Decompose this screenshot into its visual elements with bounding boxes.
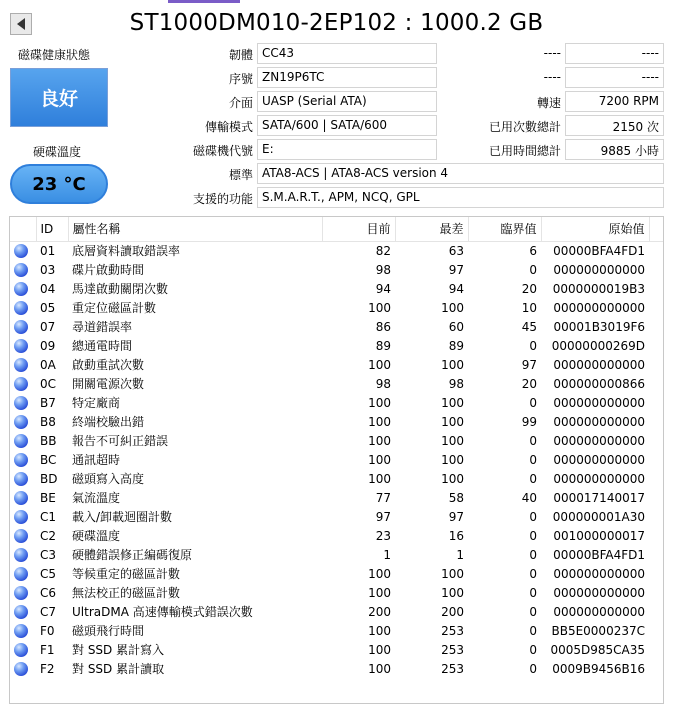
table-row[interactable] [10,545,663,564]
worst-value: 98 [448,376,464,391]
current-value: 89 [375,338,391,353]
worst-value: 253 [441,623,464,638]
status-cell [10,526,36,545]
table-row[interactable] [10,241,663,260]
raw-value: BB5E0000237C [551,623,645,638]
status-column-header[interactable] [10,217,36,241]
threshold-value: 10 [521,300,537,315]
table-row[interactable] [10,659,663,678]
row-filler [649,526,663,545]
raw-value: 000000000000 [553,414,645,429]
table-row[interactable] [10,526,663,545]
attribute-id: F1 [40,642,55,657]
top-accent-bar [168,0,240,3]
blue-dot-icon [14,339,28,353]
current-value: 94 [375,281,391,296]
row-filler [649,355,663,374]
current-value: 100 [368,471,391,486]
row-filler [649,374,663,393]
blue-dot-icon [14,396,28,410]
threshold-value: 0 [529,433,537,448]
current-value: 100 [368,452,391,467]
table-row[interactable] [10,431,663,450]
attribute-id: BE [40,490,56,505]
blue-dot-icon [14,377,28,391]
attribute-id: BC [40,452,57,467]
attribute-id: C7 [40,604,57,619]
threshold-value: 0 [529,642,537,657]
row-filler [649,431,663,450]
rotation-rate-field: 7200 RPM [565,91,664,112]
raw-value: 001000000017 [553,528,645,543]
blue-dot-icon [14,567,28,581]
blue-dot-icon [14,548,28,562]
column-header-id[interactable]: ID [36,217,68,241]
threshold-value: 0 [529,262,537,277]
blue-dot-icon [14,434,28,448]
row-filler [649,488,663,507]
blue-dot-icon [14,472,28,486]
current-value: 100 [368,357,391,372]
standard-label: 標準 [228,168,253,182]
serial-label: 序號 [228,72,253,86]
column-header-threshold[interactable]: 臨界值 [468,217,541,241]
attribute-id: F2 [40,661,55,676]
blue-dot-icon [14,282,28,296]
worst-value: 100 [441,585,464,600]
status-cell [10,374,36,393]
worst-value: 60 [448,319,464,334]
current-value: 82 [375,243,391,258]
attribute-id: 07 [40,319,56,334]
attribute-name: 對 SSD 累計讀取 [72,662,165,676]
attribute-id: B8 [40,414,56,429]
table-row[interactable] [10,564,663,583]
current-value: 100 [368,414,391,429]
threshold-value: 0 [529,566,537,581]
raw-value: 00000000269D [551,338,645,353]
standard-field: ATA8-ACS | ATA8-ACS version 4 [257,163,664,184]
status-cell [10,507,36,526]
current-value: 1 [383,547,391,562]
blue-dot-icon [14,301,28,315]
status-cell [10,469,36,488]
attribute-name: 報告不可糾正錯誤 [72,434,169,448]
worst-value: 58 [448,490,464,505]
worst-value: 100 [441,471,464,486]
table-row[interactable] [10,488,663,507]
attribute-id: C6 [40,585,57,600]
attribute-id: C2 [40,528,57,543]
worst-value: 100 [441,357,464,372]
worst-value: 97 [448,509,464,524]
power-on-hours-field: 9885 小時 [565,139,664,160]
table-row[interactable] [10,279,663,298]
row-filler [649,336,663,355]
current-value: 86 [375,319,391,334]
status-cell [10,450,36,469]
status-cell [10,431,36,450]
table-row[interactable] [10,336,663,355]
raw-value: 00001B3019F6 [553,319,645,334]
worst-value: 63 [448,243,464,258]
attribute-id: F0 [40,623,55,638]
table-row[interactable] [10,412,663,431]
attribute-id: BB [40,433,57,448]
table-row[interactable] [10,640,663,659]
current-value: 97 [375,509,391,524]
raw-value: 000000000000 [553,357,645,372]
status-cell [10,545,36,564]
power-on-hours-label: 已用時間總計 [488,144,561,158]
table-row[interactable] [10,317,663,336]
row-filler [649,393,663,412]
status-cell [10,412,36,431]
attribute-name: 磁頭飛行時間 [72,624,145,638]
current-value: 100 [368,585,391,600]
drive-letter-label: 磁碟機代號 [192,144,253,158]
row-filler [649,412,663,431]
column-header-attribute[interactable]: 屬性名稱 [68,217,322,241]
table-row[interactable] [10,298,663,317]
blue-dot-icon [14,244,28,258]
worst-value: 100 [441,395,464,410]
attribute-id: B7 [40,395,56,410]
threshold-value: 20 [521,281,537,296]
table-header-row [10,217,663,241]
attribute-name: 馬達啟動關閉次數 [72,282,169,296]
attribute-id: BD [40,471,58,486]
temperature-button[interactable]: 23 °C [10,164,108,204]
status-cell [10,488,36,507]
worst-value: 100 [441,433,464,448]
row-filler [649,469,663,488]
worst-value: 1 [456,547,464,562]
table-row[interactable] [10,583,663,602]
raw-value: 000000000000 [553,471,645,486]
threshold-value: 99 [521,414,537,429]
attribute-name: 氣流溫度 [72,491,121,505]
blue-dot-icon [14,605,28,619]
status-cell [10,640,36,659]
attribute-name: 總通電時間 [72,339,133,353]
status-cell [10,659,36,678]
threshold-value: 0 [529,661,537,676]
blue-dot-icon [14,586,28,600]
column-header-filler [649,217,663,241]
right-blank-label-2: ---- [543,70,561,84]
status-cell [10,583,36,602]
table-row[interactable] [10,602,663,621]
status-cell [10,260,36,279]
threshold-value: 0 [529,509,537,524]
worst-value: 100 [441,300,464,315]
raw-value: 000000000000 [553,262,645,277]
current-value: 23 [375,528,391,543]
right-blank-label-1: ---- [543,46,561,60]
worst-value: 97 [448,262,464,277]
attribute-id: C5 [40,566,57,581]
row-filler [649,583,663,602]
blue-dot-icon [14,320,28,334]
worst-value: 94 [448,281,464,296]
column-header-worst[interactable]: 最差 [395,217,468,241]
attribute-name: 無法校正的磁區計數 [72,586,181,600]
attribute-name: 載入/卸載迴圈計數 [72,510,173,524]
power-on-count-field: 2150 次 [565,115,664,136]
raw-value: 000000000000 [553,300,645,315]
row-filler [649,545,663,564]
attribute-id: 0C [40,376,57,391]
status-cell [10,564,36,583]
attribute-id: 04 [40,281,56,296]
firmware-label: 韌體 [228,48,253,62]
threshold-value: 45 [521,319,537,334]
attribute-id: 09 [40,338,56,353]
row-filler [649,640,663,659]
worst-value: 100 [441,452,464,467]
table-row[interactable] [10,393,663,412]
attribute-id: 05 [40,300,56,315]
row-filler [649,450,663,469]
attribute-id: C3 [40,547,57,562]
row-filler [649,621,663,640]
blue-dot-icon [14,491,28,505]
current-value: 98 [375,262,391,277]
raw-value: 000000000000 [553,452,645,467]
attribute-name: 硬體錯誤修正編碼復原 [72,548,193,562]
current-value: 100 [368,642,391,657]
row-filler [649,298,663,317]
raw-value: 000000000000 [553,395,645,410]
worst-value: 100 [441,566,464,581]
rotation-rate-label: 轉速 [536,96,561,110]
raw-value: 000000000866 [553,376,645,391]
status-cell [10,279,36,298]
threshold-value: 97 [521,357,537,372]
interface-label: 介面 [228,96,253,110]
attribute-name: UltraDMA 高速傳輸模式錯誤次數 [72,605,253,619]
raw-value: 000000000000 [553,585,645,600]
attribute-name: 終端校驗出錯 [72,415,145,429]
attribute-id: 03 [40,262,56,277]
column-header-current[interactable]: 目前 [322,217,395,241]
raw-value: 000000001A30 [552,509,645,524]
blue-dot-icon [14,643,28,657]
threshold-value: 6 [529,243,537,258]
status-cell [10,317,36,336]
attribute-name: 特定廠商 [72,396,121,410]
attribute-name: 底層資料讀取錯誤率 [72,244,181,259]
threshold-value: 40 [521,490,537,505]
status-cell [10,298,36,317]
worst-value: 89 [448,338,464,353]
threshold-value: 0 [529,528,537,543]
row-filler [649,279,663,298]
table-row[interactable] [10,450,663,469]
status-cell [10,355,36,374]
current-value: 200 [368,604,391,619]
status-cell [10,336,36,355]
current-value: 100 [368,566,391,581]
power-on-count-label: 已用次數總計 [488,120,561,134]
attribute-id: 0A [40,357,56,372]
threshold-value: 20 [521,376,537,391]
smart-attributes-table[interactable] [9,216,664,704]
status-cell [10,602,36,621]
features-field: S.M.A.R.T., APM, NCQ, GPL [257,187,664,208]
status-cell [10,621,36,640]
blue-dot-icon [14,453,28,467]
threshold-value: 0 [529,585,537,600]
attribute-name: 啟動重試次數 [72,358,145,372]
blue-dot-icon [14,263,28,277]
blue-dot-icon [14,662,28,676]
attribute-name: 開關電源次數 [72,377,145,391]
worst-value: 253 [441,661,464,676]
table-row[interactable] [10,374,663,393]
temperature-label: 硬碟溫度 [33,145,82,159]
health-status-button[interactable]: 良好 [10,68,108,127]
raw-value: 0005D985CA35 [550,642,645,657]
disk-title: ST1000DM010-2EP102 : 1000.2 GB [129,10,544,36]
right-blank-field-1: ---- [565,43,664,64]
table-row[interactable] [10,469,663,488]
transfer-mode-label: 傳輸模式 [204,120,253,134]
row-filler [649,602,663,621]
serial-field: ZN19P6TC [257,67,437,88]
threshold-value: 0 [529,604,537,619]
threshold-value: 0 [529,395,537,410]
attribute-id: C1 [40,509,57,524]
attribute-name: 碟片啟動時間 [72,263,145,277]
column-header-raw[interactable]: 原始值 [541,217,649,241]
attribute-name: 通訊超時 [72,453,121,467]
current-value: 98 [375,376,391,391]
row-filler [649,659,663,678]
firmware-field: CC43 [257,43,437,64]
threshold-value: 0 [529,623,537,638]
raw-value: 0009B9456B16 [552,661,645,676]
blue-dot-icon [14,624,28,638]
status-cell [10,241,36,260]
blue-dot-icon [14,415,28,429]
current-value: 100 [368,395,391,410]
worst-value: 253 [441,642,464,657]
table-row[interactable] [10,355,663,374]
attribute-id: 01 [40,243,56,258]
attribute-name: 等候重定的磁區計數 [72,567,181,581]
worst-value: 100 [441,414,464,429]
right-blank-field-2: ---- [565,67,664,88]
threshold-value: 0 [529,338,537,353]
attribute-name: 磁頭寫入高度 [72,472,145,486]
raw-value: 000000000000 [553,566,645,581]
current-value: 100 [368,300,391,315]
features-label: 支援的功能 [192,192,253,206]
attribute-name: 尋道錯誤率 [72,320,133,334]
worst-value: 200 [441,604,464,619]
raw-value: 00000BFA4FD1 [553,243,645,258]
interface-field: UASP (Serial ATA) [257,91,437,112]
table-row[interactable] [10,507,663,526]
attribute-name: 重定位磁區計數 [72,301,157,315]
table-row[interactable] [10,621,663,640]
current-value: 100 [368,661,391,676]
current-value: 100 [368,433,391,448]
threshold-value: 0 [529,471,537,486]
transfer-mode-field: SATA/600 | SATA/600 [257,115,437,136]
raw-value: 000000000000 [553,433,645,448]
row-filler [649,507,663,526]
threshold-value: 0 [529,547,537,562]
attribute-name: 硬碟溫度 [72,529,121,543]
raw-value: 000017140017 [553,490,645,505]
row-filler [649,241,663,260]
health-status-label: 磁碟健康狀態 [18,48,91,62]
attribute-name: 對 SSD 累計寫入 [72,643,165,657]
row-filler [649,564,663,583]
blue-dot-icon [14,529,28,543]
worst-value: 16 [448,528,464,543]
raw-value: 000000000000 [553,604,645,619]
table-row[interactable] [10,260,663,279]
blue-dot-icon [14,358,28,372]
raw-value: 00000BFA4FD1 [553,547,645,562]
current-value: 100 [368,623,391,638]
status-cell [10,393,36,412]
current-value: 77 [375,490,391,505]
drive-letter-field: E: [257,139,437,160]
threshold-value: 0 [529,452,537,467]
raw-value: 0000000019B3 [552,281,645,296]
row-filler [649,260,663,279]
blue-dot-icon [14,510,28,524]
row-filler [649,317,663,336]
